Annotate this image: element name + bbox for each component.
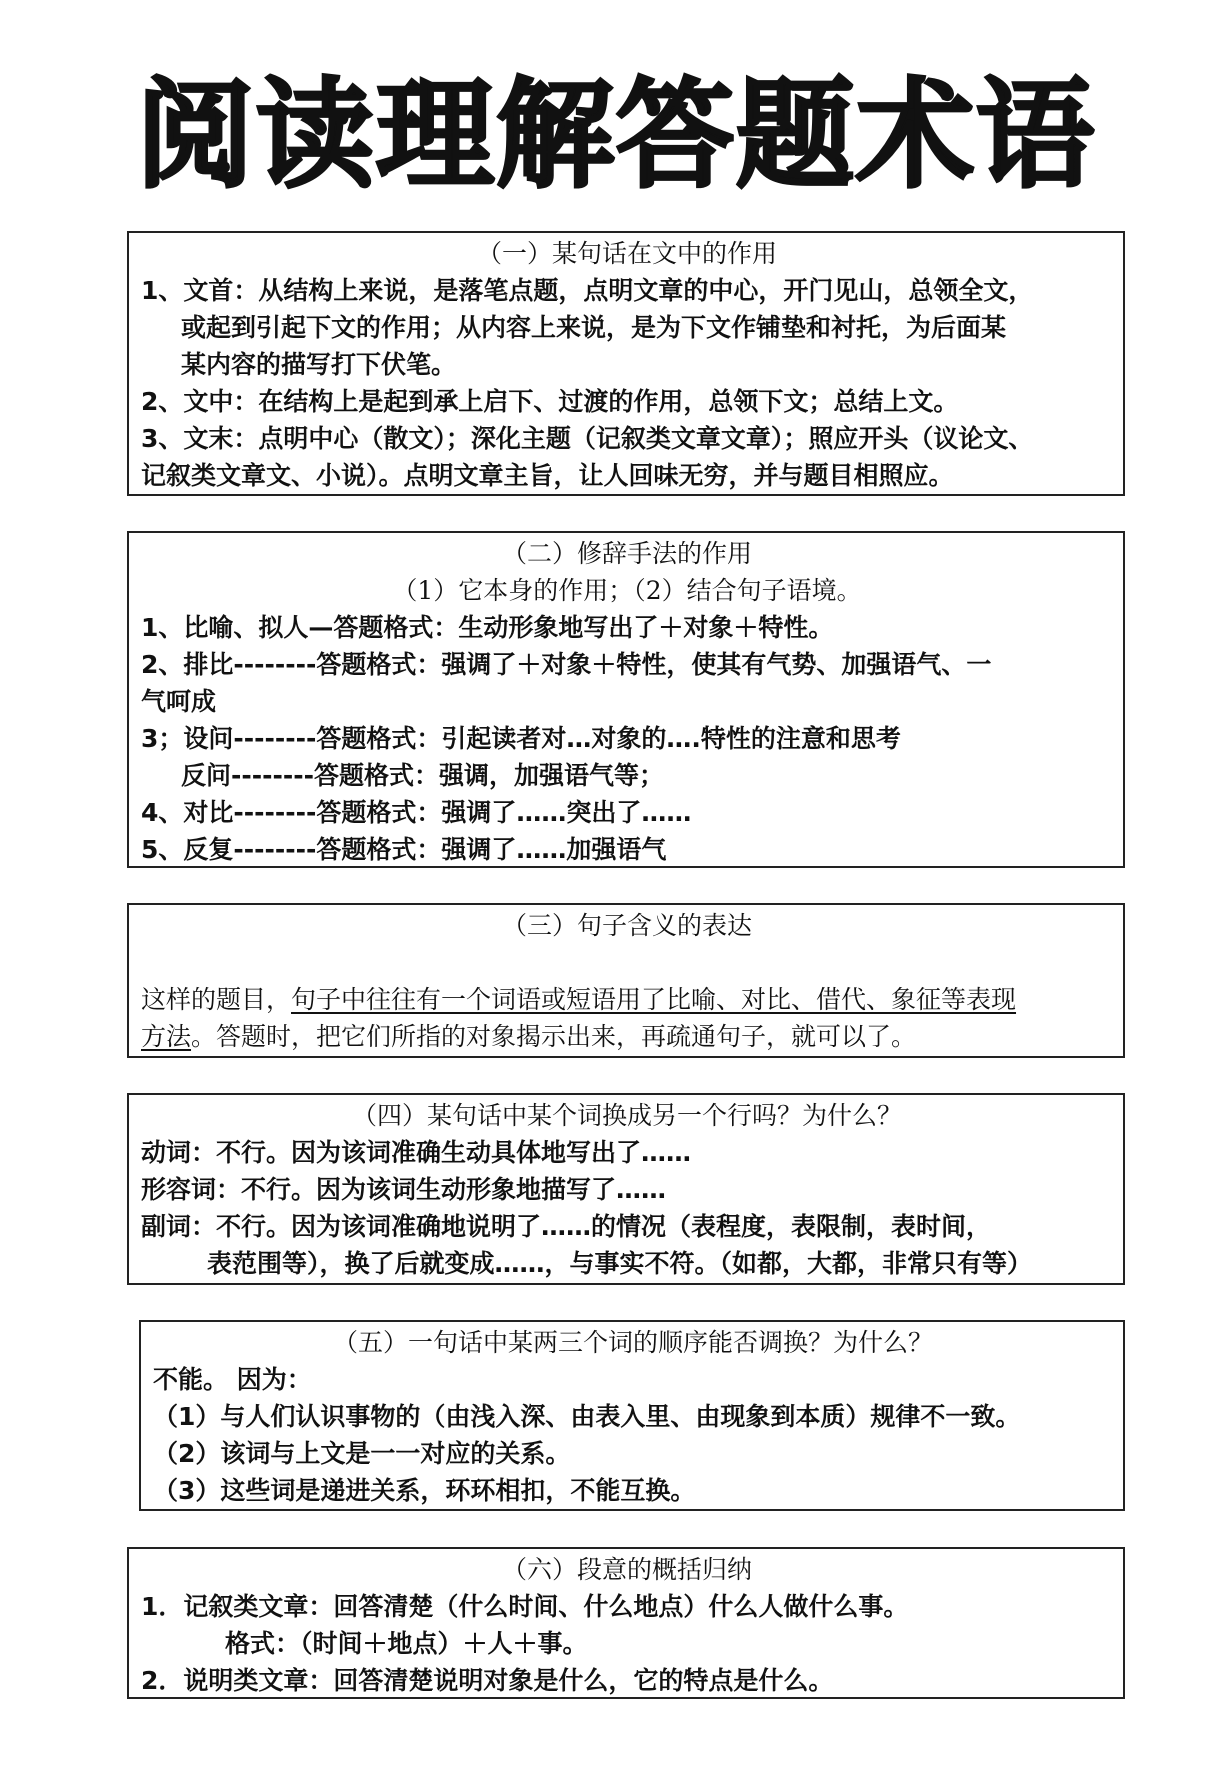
section-word-replacement <box>127 1093 1125 1285</box>
section-line: 副词：不行。因为该词准确地说明了……的情况（表程度，表限制，表时间， <box>141 1212 992 1241</box>
section-line: （2）该词与上文是一一对应的关系。 <box>153 1439 571 1468</box>
section-line: 形容词：不行。因为该词生动形象地描写了…… <box>141 1175 667 1204</box>
section-line: 4、对比--------答题格式：强调了……突出了…… <box>141 798 692 827</box>
underlined-text: 句子中往往有一个词语或短语用了比喻、对比、借代、象征等表现 <box>291 985 1017 1014</box>
section-line: 记叙类文章文、小说）。点明文章主旨，让人回味无穷，并与题目相照应。 <box>141 461 954 490</box>
text-pre: 这样的题目， <box>141 985 292 1014</box>
section-line: 某内容的描写打下伏笔。 <box>181 350 457 379</box>
section-subheading: （1）它本身的作用；（2）结合句子语境。 <box>392 576 862 605</box>
section-rhetoric <box>127 531 1125 868</box>
underlined-text: 方法 <box>141 1022 192 1051</box>
section-line: 或起到引起下文的作用；从内容上来说，是为下文作铺垫和衬托，为后面某 <box>181 313 1007 342</box>
section-heading: （三）句子含义的表达 <box>501 911 752 940</box>
section-line: 表范围等），换了后就变成……，与事实不符。（如都，大都，非常只有等） <box>207 1249 1033 1278</box>
page-title: 阅读理解答题术语 <box>135 66 1096 204</box>
section-line: 动词：不行。因为该词准确生动具体地写出了…… <box>141 1138 692 1167</box>
section-line: 1．记叙类文章：回答清楚（什么时间、什么地点）什么人做什么事。 <box>141 1592 909 1621</box>
section-line: 1、文首：从结构上来说，是落笔点题，点明文章的中心，开门见山，总领全文， <box>141 276 1034 305</box>
section-line: 3、文末：点明中心（散文）；深化主题（记叙类文章文章）；照应开头（议论文、 <box>141 424 1034 453</box>
section-line <box>141 981 1113 1018</box>
section-heading: （六）段意的概括归纳 <box>501 1555 752 1584</box>
text-post: 。答题时，把它们所指的对象揭示出来，再疏通句子，就可以了。 <box>191 1022 917 1051</box>
section-line: 反问--------答题格式：强调，加强语气等； <box>181 761 665 790</box>
section-line: 不能。 因为： <box>153 1365 312 1394</box>
section-line: 格式：（时间＋地点）＋人＋事。 <box>225 1629 588 1658</box>
section-line: 2．说明类文章：回答清楚说明对象是什么，它的特点是什么。 <box>141 1666 834 1695</box>
section-line: 气呵成 <box>141 687 217 716</box>
section-heading: （二）修辞手法的作用 <box>501 539 752 568</box>
section-paragraph-summary <box>127 1547 1125 1699</box>
section-heading: （一）某句话在文中的作用 <box>476 239 777 268</box>
section-line: （1）与人们认识事物的（由浅入深、由表入里、由现象到本质）规律不一致。 <box>153 1402 1021 1431</box>
section-line <box>141 1018 1113 1055</box>
section-heading: （五）一句话中某两三个词的顺序能否调换？为什么？ <box>332 1328 933 1357</box>
section-sentence-meaning <box>127 903 1125 1058</box>
section-line: 1、比喻、拟人—答题格式：生动形象地写出了＋对象＋特性。 <box>141 613 834 642</box>
section-line: 2、排比--------答题格式：强调了＋对象＋特性，使其有气势、加强语气、一 <box>141 650 992 679</box>
section-word-order <box>139 1320 1125 1511</box>
section-line: （3）这些词是递进关系，环环相扣，不能互换。 <box>153 1476 696 1505</box>
section-line: 5、反复--------答题格式：强调了……加强语气 <box>141 835 667 864</box>
section-sentence-role <box>127 231 1125 496</box>
section-line: 2、文中：在结构上是起到承上启下、过渡的作用，总领下文；总结上文。 <box>141 387 959 416</box>
section-line: 3；设问--------答题格式：引起读者对…对象的….特性的注意和思考 <box>141 724 901 753</box>
section-heading: （四）某句话中某个词换成另一个行吗？为什么？ <box>351 1101 902 1130</box>
spacer <box>141 944 1113 981</box>
